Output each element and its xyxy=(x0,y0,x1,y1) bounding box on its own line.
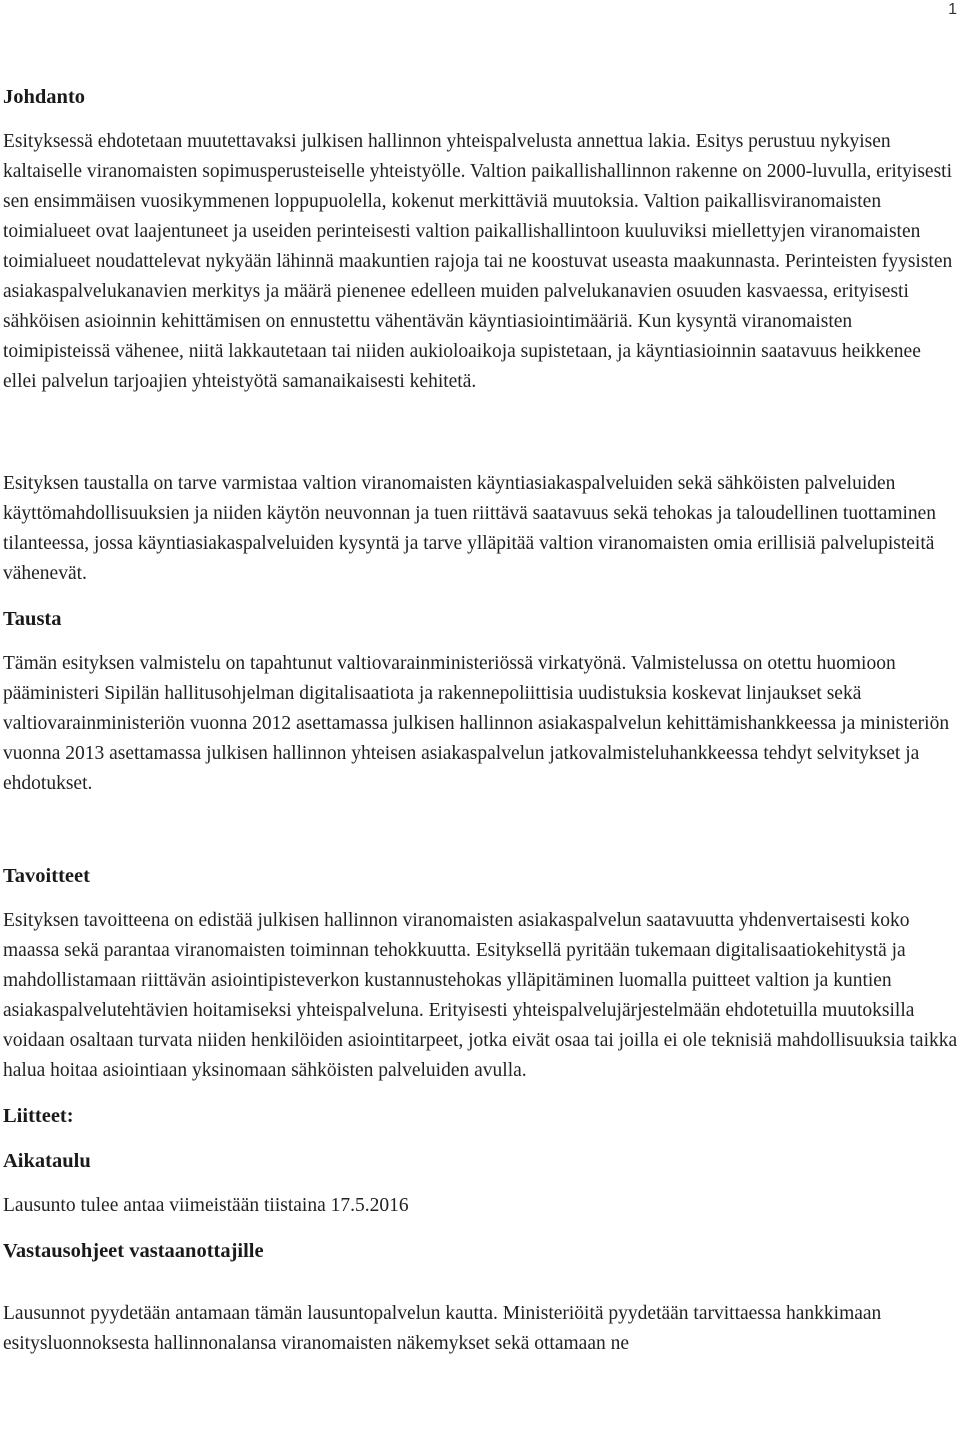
spacer xyxy=(3,1266,958,1299)
paragraph-tausta: Tämän esityksen valmistelu on tapahtunut valtiovarainministeriössä virkatyönä. Valmistelussa on otettu huomioon pääministeri Sipilän hallitusohjelman digitalisaatiota ja rakennepoliittisia uudistuksia koskevat linjaukset sekä valtiovarainministeriön vuonna 2012 asettamassa julkisen hallinnon asiakaspalvelun kehittämishankkeessa ja ministeriön vuonna 2013 asettamassa julkisen hallinnon yhteisen asiakaspalvelun jatkovalmisteluhankkeessa tehdyt selvitykset ja ehdotukset. xyxy=(3,653,950,794)
spacer xyxy=(3,1131,958,1146)
spacer xyxy=(3,397,958,469)
spacer xyxy=(3,1176,958,1191)
spacer xyxy=(3,634,958,649)
spacer xyxy=(3,891,958,906)
document-body xyxy=(3,82,958,1359)
page-number: 1 xyxy=(948,1,957,18)
heading-vastausohjeet: Vastausohjeet vastaanottajille xyxy=(3,1240,264,1262)
heading-liitteet: Liitteet: xyxy=(3,1105,74,1127)
spacer xyxy=(3,799,958,861)
heading-tausta: Tausta xyxy=(3,608,62,630)
heading-johdanto: Johdanto xyxy=(3,86,86,108)
paragraph-esityksen-taustalla: Esityksen taustalla on tarve varmistaa valtion viranomaisten käyntiasiakaspalveluiden sekä sähköisten palveluiden käyttömahdollisuuksien ja niiden käytön neuvonnan ja tuen riittävä saatavuus sekä tehokas ja taloudellinen tuottaminen tilanteessa, jossa käyntiasiakaspalveluiden kysyntä ja tarve ylläpitää valtion viranomaisten omia erillisiä palvelupisteitä vähenevät. xyxy=(3,473,937,584)
heading-tavoitteet: Tavoitteet xyxy=(3,865,90,887)
spacer xyxy=(3,1086,958,1101)
spacer xyxy=(3,112,958,127)
heading-aikataulu: Aikataulu xyxy=(3,1150,91,1172)
paragraph-tavoitteet: Esityksen tavoitteena on edistää julkisen hallinnon viranomaisten asiakaspalvelun saatavuutta yhdenvertaisesti koko maassa sekä parantaa viranomaisten toiminnan tehokkuutta. Esityksellä pyritään tukemaan digitalisaatiokehitystä ja mahdollistamaan riittävän asiointipisteverkon kustannustehokas ylläpitäminen luomalla puitteet valtion ja kuntien asiakaspalvelutehtävien hoitamiseksi yhteispalveluna. Erityisesti yhteispalvelujärjestelmään ehdotetuilla muutoksilla voidaan osaltaan turvata niiden henkilöiden asiointitarpeet, jotka eivät osaa tai joilla ei ole teknisiä mahdollisuuksia taikka halua hoitaa asiointiaan yksinomaan sähköisten palveluiden avulla. xyxy=(3,910,958,1081)
spacer xyxy=(3,1221,958,1236)
paragraph-vastausohjeet: Lausunnot pyydetään antamaan tämän lausuntopalvelun kautta. Ministeriöitä pyydetään tarvittaessa hankkimaan esitysluonnoksesta hallinnonalansa viranomaisten näkemykset sekä ottamaan ne xyxy=(3,1303,882,1354)
spacer xyxy=(3,589,958,604)
paragraph-johdanto: Esityksessä ehdotetaan muutettavaksi julkisen hallinnon yhteispalvelusta annettua lakia. Esitys perustuu nykyisen kaltaiselle viranomaisten sopimusperusteiselle yhteistyölle. Valtion paikallishallinnon rakenne on 2000-luvulla, erityisesti sen ensimmäisen vuosikymmenen loppupuolella, kokenut merkittäviä muutoksia. Valtion paikallisviranomaisten toimialueet ovat laajentuneet ja useiden perinteisesti valtion paikallishallintoon kuuluviksi miellettyjen viranomaisten toimialueet noudattelevat nykyään lähinnä maakuntien rajoja tai ne koostuvat useasta maakunnasta. Perinteisten fyysisten asiakaspalvelukanavien merkitys ja määrä pienenee edelleen muiden palvelukanavien osuuden kasvaessa, erityisesti sähköisen asioinnin kehittämisen on ennustettu vähentävän käyntiasiointimääriä. Kun kysyntä viranomaisten toimipisteissä vähenee, niitä lakkautetaan tai niiden aukioloaikoja supistetaan, ja käyntiasioinnin saatavuus heikkenee ellei palvelun tarjoajien yhteistyötä samanaikaisesti kehitetä. xyxy=(3,131,953,392)
paragraph-aikataulu: Lausunto tulee antaa viimeistään tiistaina 17.5.2016 xyxy=(3,1195,409,1216)
